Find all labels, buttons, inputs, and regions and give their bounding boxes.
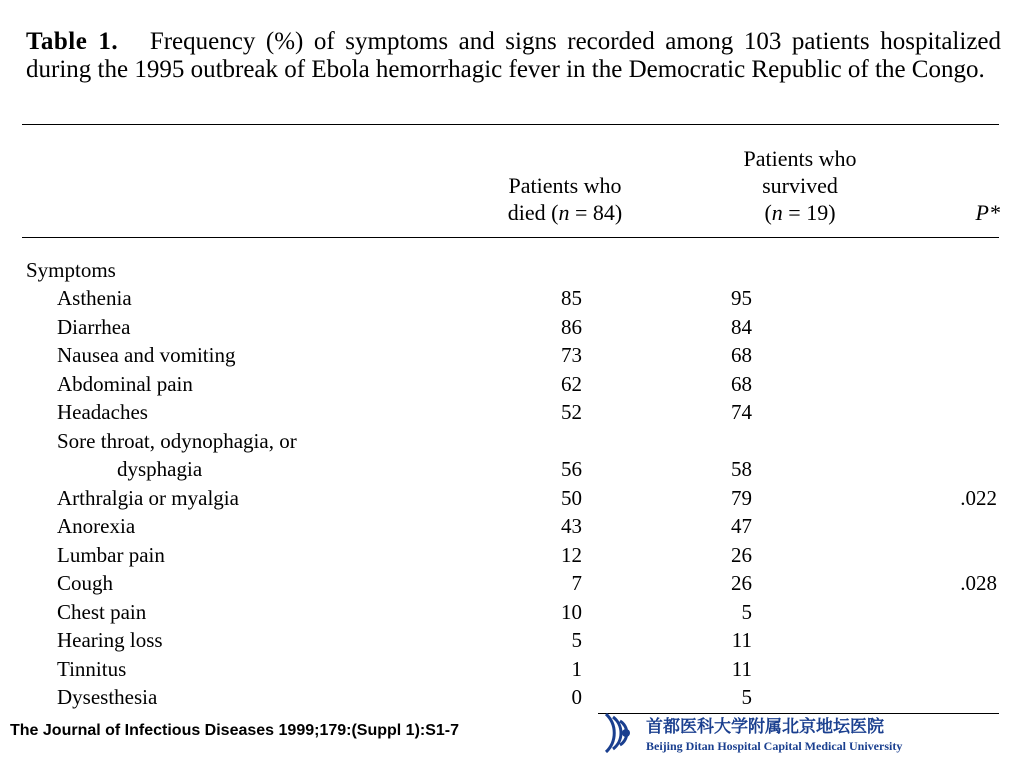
died-percent: 7: [571, 571, 582, 595]
died-percent: 86: [561, 314, 582, 339]
top-rule: [22, 124, 999, 125]
row-label: Anorexia: [57, 514, 136, 538]
table-row: [0, 486, 1024, 514]
row-label: Hearing loss: [57, 628, 163, 652]
row-label: Arthralgia or myalgia: [57, 485, 239, 510]
died-percent: 1: [571, 656, 582, 681]
table-row: [0, 600, 1024, 628]
survived-percent: 79: [731, 485, 752, 510]
table-row: [0, 286, 1024, 314]
row-label: Dysesthesia: [57, 685, 158, 709]
died-header-line1: Patients who: [508, 173, 622, 198]
row-label: Tinnitus: [57, 656, 127, 681]
row-label: Asthenia: [57, 286, 132, 310]
p-value: .022: [960, 485, 997, 510]
table-row: [0, 400, 1024, 428]
survived-percent: 11: [731, 628, 752, 652]
header-rule: [22, 237, 999, 238]
died-percent: 52: [561, 400, 582, 424]
died-percent: 43: [561, 514, 582, 538]
row-label: Nausea and vomiting: [57, 343, 236, 367]
table-row: [0, 343, 1024, 371]
died-header-line2: died (n = 84): [507, 200, 623, 225]
died-percent: 10: [561, 599, 582, 624]
row-label: dysphagia: [117, 457, 203, 481]
institution-name-cn: 首都医科大学附属北京地坛医院: [646, 717, 884, 737]
survived-percent: 5: [741, 599, 752, 624]
column-header-survived: [700, 145, 900, 226]
hospital-logo-icon: [602, 713, 642, 753]
row-label: Cough: [57, 571, 114, 595]
table-row: [0, 457, 1024, 485]
row-label: Chest pain: [57, 599, 147, 624]
table-row: [0, 429, 1024, 457]
died-percent: 62: [561, 371, 582, 396]
section-heading-symptoms: Symptoms: [26, 258, 116, 282]
survived-percent: 26: [731, 542, 752, 567]
table-row: [0, 628, 1024, 656]
institution-name-en: Beijing Ditan Hospital Capital Medical University: [646, 739, 903, 753]
table-row: [0, 657, 1024, 685]
survived-percent: 74: [731, 400, 752, 424]
survived-percent: 95: [731, 286, 752, 310]
row-label: Abdominal pain: [57, 371, 193, 396]
survived-percent: 68: [731, 371, 752, 396]
died-percent: 12: [561, 542, 582, 567]
table-row: [0, 372, 1024, 400]
column-header-died: [470, 172, 660, 226]
died-percent: 85: [561, 286, 582, 310]
survived-percent: 47: [731, 514, 752, 538]
survived-percent: 84: [731, 314, 752, 339]
journal-citation: The Journal of Infectious Diseases 1999;179:(Suppl 1):S1-7: [10, 722, 460, 739]
table-caption-text: Frequency (%) of symptoms and signs recorded among 103 patients hospitalized during the 1995 outbreak of Ebola hemorrhagic fever in the Democratic Republic of the Congo.: [26, 28, 1002, 83]
survived-percent: 26: [731, 571, 752, 595]
row-label: Lumbar pain: [57, 542, 165, 567]
row-label: Sore throat, odynophagia, or: [57, 428, 297, 453]
survived-percent: 58: [731, 457, 752, 481]
died-percent: 5: [571, 628, 582, 652]
row-label: Diarrhea: [57, 314, 131, 339]
died-percent: 0: [571, 685, 582, 709]
died-percent: 73: [561, 343, 582, 367]
survived-percent: 68: [731, 343, 752, 367]
survived-header-line3: (n = 19): [764, 200, 836, 225]
survived-percent: 11: [731, 656, 752, 681]
survived-header-line1: Patients who: [743, 146, 857, 171]
table-caption: [26, 28, 1001, 84]
died-percent: 56: [561, 457, 582, 481]
p-value: .028: [960, 571, 997, 595]
survived-percent: 5: [741, 685, 752, 709]
table-row: [0, 543, 1024, 571]
survived-header-line2: survived: [762, 173, 838, 198]
column-header-p: P*: [975, 200, 1000, 225]
table-row: [0, 514, 1024, 542]
table-label: Table 1.: [26, 28, 119, 55]
table-row: [0, 685, 1024, 713]
died-percent: 50: [561, 485, 582, 510]
row-label: Headaches: [57, 400, 148, 424]
table-row: [0, 571, 1024, 599]
table-row: [0, 315, 1024, 343]
